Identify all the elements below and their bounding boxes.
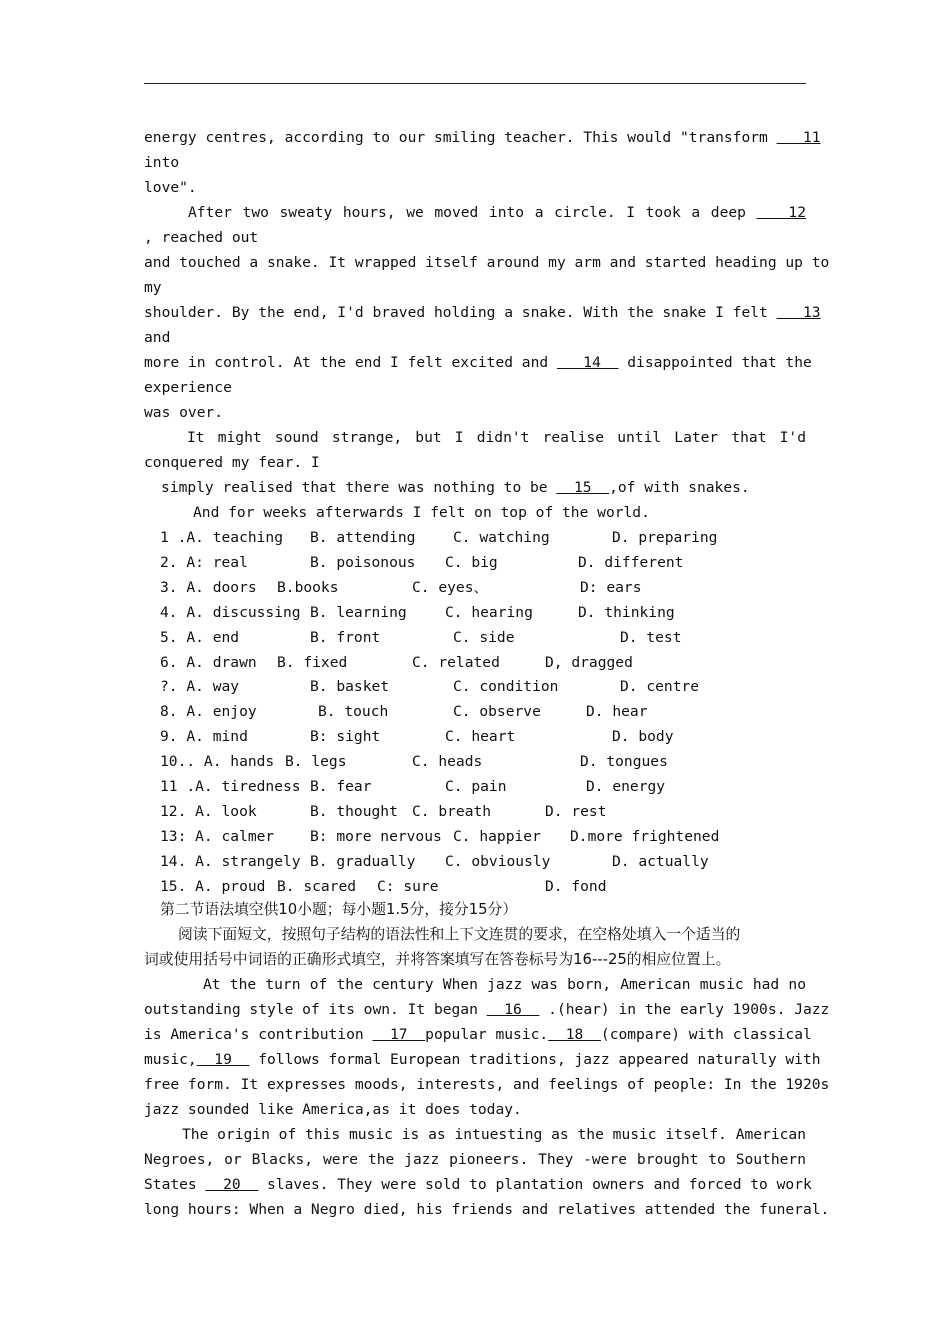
passage-line: After two sweaty hours, we moved into a circle. I took a deep 12 bbox=[188, 204, 806, 221]
passage-line: , reached out bbox=[144, 229, 259, 246]
option-choice: C. pain bbox=[445, 778, 507, 795]
option-choice: D. body bbox=[612, 728, 674, 746]
option-choice: C. related bbox=[412, 653, 500, 671]
passage-line: At the turn of the century When jazz was born, American music had no bbox=[203, 976, 806, 993]
option-choice: B: sight bbox=[310, 728, 381, 746]
option-choice: D. test bbox=[620, 628, 682, 646]
passage-line: into bbox=[144, 154, 180, 171]
option-choice: C. observe bbox=[453, 703, 541, 721]
option-choice: D. actually bbox=[612, 852, 709, 870]
option-row-label: 3. A. doors bbox=[160, 578, 257, 596]
passage-line: States 20 slaves. They were sold to plantation owners and forced to work bbox=[144, 1176, 812, 1193]
passage-line: shoulder. By the end, I'd braved holding a snake. With the snake I felt 13 bbox=[144, 304, 821, 321]
option-row-label: 6. A. drawn bbox=[160, 653, 257, 671]
option-choice: B. fear bbox=[310, 778, 372, 795]
option-choice: C. watching bbox=[453, 529, 550, 546]
blank-19: 19 bbox=[196, 1051, 250, 1068]
option-choice: C. side bbox=[453, 628, 515, 646]
passage-line: and touched a snake. It wrapped itself around my arm and started heading up to bbox=[144, 254, 830, 271]
option-choice: D. centre bbox=[620, 678, 700, 696]
option-choice: D. hear bbox=[586, 703, 648, 721]
option-choice: B. gradually bbox=[310, 852, 416, 870]
option-choice: C. obviously bbox=[445, 852, 551, 870]
passage-line: long hours: When a Negro died, his friends and relatives attended the funeral. bbox=[144, 1201, 830, 1218]
option-choice: C. hearing bbox=[445, 603, 533, 621]
passage-line: was over. bbox=[144, 404, 224, 421]
passage-line: experience bbox=[144, 379, 232, 396]
option-choice: B. basket bbox=[310, 678, 390, 696]
option-choice: C: sure bbox=[377, 877, 439, 895]
option-choice: B. touch bbox=[318, 703, 389, 721]
blank-14: 14 bbox=[556, 354, 619, 371]
option-choice: D. energy bbox=[586, 778, 666, 795]
option-row-label: 12. A. look bbox=[160, 802, 257, 820]
option-row-label: ?. A. way bbox=[160, 678, 240, 696]
blank-18: 18 bbox=[548, 1026, 601, 1043]
option-choice: B.books bbox=[277, 578, 339, 596]
option-choice: D. preparing bbox=[612, 529, 718, 546]
option-row-label: 1 .A. teaching bbox=[160, 529, 284, 546]
option-choice: B. fixed bbox=[277, 653, 348, 671]
passage-line: is America's contribution 17 popular music. 18 (compare) with classical bbox=[144, 1026, 812, 1043]
passage-line: love". bbox=[144, 179, 197, 196]
passage-line: simply realised that there was nothing to be 15 ,of with snakes. bbox=[161, 479, 750, 496]
option-choice: D.more frightened bbox=[570, 827, 720, 845]
option-choice: C. big bbox=[445, 553, 498, 571]
option-row-label: 13: A. calmer bbox=[160, 827, 275, 845]
option-choice: D. fond bbox=[545, 877, 607, 895]
option-row-label: 4. A. discussing bbox=[160, 603, 301, 621]
option-choice: D. thinking bbox=[578, 603, 675, 621]
option-row-label: 2. A: real bbox=[160, 553, 248, 571]
option-row-label: 9. A. mind bbox=[160, 728, 248, 746]
section-heading: 第二节语法填空供10小题；每小题1.5分，接分15分） bbox=[160, 901, 518, 918]
passage-line: outstanding style of its own. It began 16 .(hear) in the early 1900s. Jazz bbox=[144, 1001, 830, 1018]
option-choice: D. tongues bbox=[580, 753, 668, 771]
option-row-label: 8. A. enjoy bbox=[160, 703, 257, 721]
option-row-label: 11 .A. tiredness bbox=[160, 778, 301, 795]
option-choice: B. front bbox=[310, 628, 381, 646]
blank-12: 12 bbox=[756, 204, 806, 221]
option-choice: D, dragged bbox=[545, 653, 633, 671]
passage-line: more in control. At the end I felt excited and 14 disappointed that the bbox=[144, 354, 812, 371]
option-choice: B. legs bbox=[285, 753, 347, 771]
passage-line: free form. It expresses moods, interests, and feelings of people: In the 1920s bbox=[144, 1076, 830, 1093]
instruction-line: 词或使用括号中词语的正确形式填空，并将答案填写在答卷标号为16---25的相应位置上。 bbox=[144, 951, 731, 968]
option-row-label: 14. A. strangely bbox=[160, 852, 301, 870]
passage-line: And for weeks afterwards I felt on top of the world. bbox=[193, 504, 650, 521]
option-row-label: 5. A. end bbox=[160, 628, 240, 646]
passage-line: It might sound strange, but I didn't realise until Later that I'd bbox=[187, 429, 806, 446]
option-choice: B. thought bbox=[310, 802, 398, 820]
option-choice: B. attending bbox=[310, 529, 416, 546]
option-choice: D. different bbox=[578, 553, 684, 571]
blank-13: 13 bbox=[776, 304, 821, 321]
option-choice: C. condition bbox=[453, 678, 559, 696]
passage-line: The origin of this music is as intuesting as the music itself. American bbox=[182, 1126, 806, 1143]
passage-line: jazz sounded like America,as it does today. bbox=[144, 1101, 522, 1118]
option-choice: C. eyes、 bbox=[412, 578, 489, 596]
option-choice: D. rest bbox=[545, 802, 607, 820]
option-choice: B: more nervous bbox=[310, 827, 442, 845]
passage-line: energy centres, according to our smiling teacher. This would "transform 11 bbox=[144, 129, 821, 146]
blank-11: 11 bbox=[776, 129, 821, 146]
option-choice: C. happier bbox=[453, 827, 541, 845]
option-choice: B. scared bbox=[277, 877, 357, 895]
blank-17: 17 bbox=[372, 1026, 426, 1043]
passage-line: music, 19 follows formal European traditions, jazz appeared naturally with bbox=[144, 1051, 821, 1068]
option-choice: B. poisonous bbox=[310, 553, 416, 571]
blank-20: 20 bbox=[205, 1176, 259, 1193]
option-choice: B. learning bbox=[310, 603, 407, 621]
passage-line: my bbox=[144, 279, 162, 296]
option-row-label: 10.. A. hands bbox=[160, 753, 275, 771]
blank-16: 16 bbox=[486, 1001, 540, 1018]
option-choice: C. breath bbox=[412, 802, 492, 820]
option-choice: C. heart bbox=[445, 728, 516, 746]
instruction-line: 阅读下面短文，按照句子结构的语法性和上下文连贯的要求，在空格处填入一个适当的 bbox=[178, 926, 741, 943]
option-choice: C. heads bbox=[412, 753, 483, 771]
passage-line: conquered my fear. I bbox=[144, 454, 320, 471]
header-rule bbox=[144, 83, 806, 84]
option-choice: D: ears bbox=[580, 578, 642, 596]
blank-15: 15 bbox=[556, 479, 610, 496]
passage-line: Negroes, or Blacks, were the jazz pioneers. They -were brought to Southern bbox=[144, 1151, 806, 1168]
option-row-label: 15. A. proud bbox=[160, 877, 266, 895]
passage-line: and bbox=[144, 329, 171, 346]
